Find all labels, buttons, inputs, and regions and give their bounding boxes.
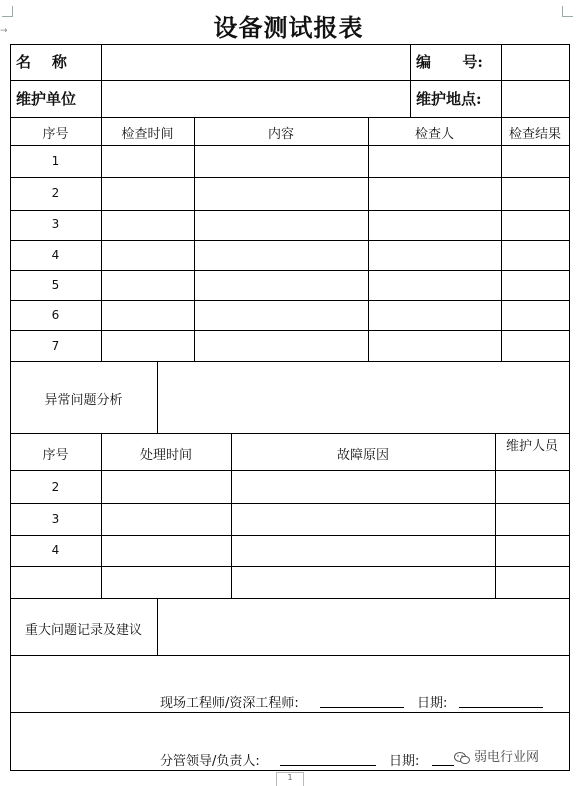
column-divider	[101, 117, 102, 361]
row-divider	[10, 712, 570, 713]
row-divider	[10, 117, 570, 118]
row-divider	[10, 361, 570, 362]
row-divider	[10, 145, 570, 146]
date-line-1	[459, 707, 543, 708]
date-line-2	[432, 765, 454, 766]
name-label: 名 称	[16, 53, 67, 71]
column-divider	[501, 44, 502, 117]
col-header-seq: 序号	[42, 127, 69, 142]
column-divider	[194, 117, 195, 361]
table-row-seq: 1	[51, 154, 60, 168]
column-divider	[501, 117, 502, 361]
anomaly-analysis-label: 异常问题分析	[44, 393, 123, 408]
row-divider	[10, 210, 570, 211]
row-divider	[10, 598, 570, 599]
table-row-seq: 3	[51, 512, 60, 526]
table-border-top	[10, 44, 570, 45]
row-divider	[10, 566, 570, 567]
col-header-inspector: 检查人	[414, 127, 454, 142]
row-divider	[10, 503, 570, 504]
page-number-marker: 1	[276, 772, 304, 786]
col-header-fault-cause: 故障原因	[336, 448, 389, 463]
column-divider	[368, 117, 369, 361]
row-divider	[10, 240, 570, 241]
number-label: 编 号:	[416, 53, 483, 71]
table-border-right	[569, 44, 570, 771]
row-divider	[10, 655, 570, 656]
table-row-seq: 6	[51, 308, 60, 322]
row-divider	[10, 330, 570, 331]
row-divider	[10, 270, 570, 271]
paragraph-arrow-icon: →	[0, 26, 8, 36]
watermark-text: 弱电行业网	[474, 750, 540, 765]
wechat-icon	[454, 751, 470, 765]
col-header-maintainer: 维护人员	[505, 439, 558, 454]
page-title: 设备测试报表	[213, 13, 364, 42]
column-divider	[410, 44, 411, 117]
col-header-process-time: 处理时间	[139, 448, 192, 463]
table-row-seq: 2	[51, 480, 60, 494]
table-row-seq: 7	[51, 339, 60, 353]
maintenance-unit-label: 维护单位	[16, 90, 77, 108]
column-divider	[157, 361, 158, 433]
engineer-signature-line	[320, 707, 404, 708]
table-row-seq: 2	[51, 186, 60, 200]
table-row-seq: 4	[51, 248, 60, 262]
col-header-seq-2: 序号	[42, 448, 69, 463]
table-row-seq: 5	[51, 278, 60, 292]
engineer-signature-label: 现场工程师/资深工程师:	[160, 696, 299, 711]
row-divider	[10, 80, 570, 81]
row-divider	[10, 535, 570, 536]
maintenance-location-label: 维护地点:	[416, 90, 482, 108]
table-border-bottom	[10, 770, 570, 771]
row-divider	[10, 433, 570, 434]
row-divider	[10, 470, 570, 471]
column-divider	[101, 44, 102, 117]
column-divider	[495, 433, 496, 598]
table-row-seq: 4	[51, 543, 60, 557]
watermark	[454, 746, 539, 765]
col-header-check-time: 检查时间	[121, 127, 174, 142]
leader-signature-label: 分管领导/负责人:	[160, 754, 260, 769]
major-issues-label: 重大问题记录及建议	[24, 623, 142, 638]
col-header-content: 内容	[267, 127, 294, 142]
row-divider	[10, 177, 570, 178]
date-label-1: 日期:	[417, 696, 448, 711]
leader-signature-line	[280, 765, 376, 766]
row-divider	[10, 300, 570, 301]
date-label-2: 日期:	[389, 754, 420, 769]
column-divider	[157, 598, 158, 655]
col-header-result: 检查结果	[508, 127, 561, 142]
table-row-seq: 3	[51, 217, 60, 231]
